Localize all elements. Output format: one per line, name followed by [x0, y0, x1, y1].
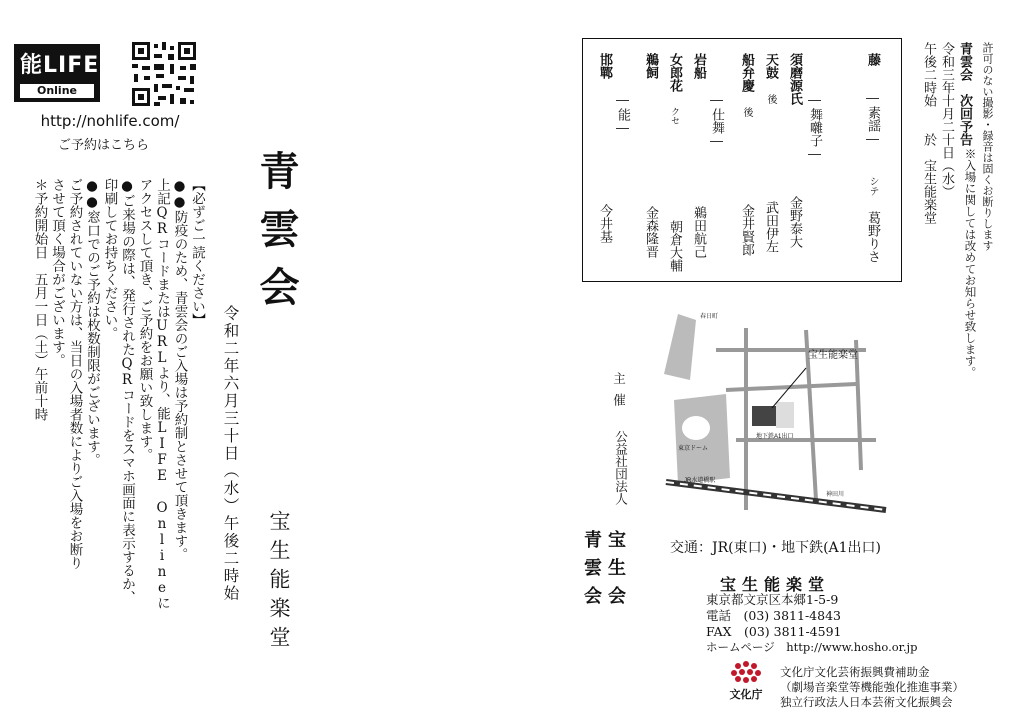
sponsor-label: 主催 [611, 372, 627, 415]
sponsor-org-hosho: 宝生会 [605, 530, 626, 614]
program-box [582, 38, 902, 282]
funabenkei-sub: 後 [741, 107, 752, 117]
qr-code-icon[interactable] [130, 40, 198, 108]
sugutai-label: ―素謡― [865, 91, 880, 147]
grant-line-1: 文化庁文化芸術振興費補助金 [780, 665, 930, 679]
note-line: させて頂く場合がございます。 [49, 178, 65, 367]
nohlife-logo[interactable] [14, 44, 100, 102]
note-line: ●ご来場の際は、発行されたQRコードをスマホ画面に表示するか、 [119, 178, 135, 604]
recording-notice: 許可のない撮影・録音は固くお断りします [981, 42, 994, 251]
tenko-sub: 後 [765, 94, 776, 104]
hall-address: 東京都文京区本郷1-5-9 [706, 592, 839, 607]
note-line: ＊予約開始日 五月一日（土）午前十時 [31, 178, 48, 421]
nohlife-url-link[interactable]: http://nohlife.com/ [40, 112, 180, 130]
ukai-title: 鵜飼 [643, 53, 658, 79]
next-event-date: 令和三年十月二十日（水） [939, 42, 954, 198]
note-line: ●●防疫のため、青雲会のご入場は予約制とさせて頂きます。 [171, 178, 188, 561]
program-tenko [764, 53, 777, 253]
next-event-heading: 青雲会 次回予告 [957, 42, 972, 146]
program-kantan [598, 53, 611, 243]
sponsor-org-seiun: 青雲会 [581, 530, 602, 614]
tenko-performer: 武田伊左 [763, 201, 778, 253]
hall-homepage-link[interactable]: ホームページ http://www.hosho.or.jp [706, 640, 918, 654]
program-funabenkei [740, 53, 753, 256]
map-hall-label: 宝生能楽堂 [808, 350, 858, 361]
program-title-fuji: 藤 [865, 53, 880, 66]
shite-label: シテ [867, 176, 878, 196]
logo-online-text: Online [20, 84, 94, 98]
tenko-title: 天鼓 [763, 53, 778, 79]
bunkacho-logo-text: 文化庁 [729, 689, 763, 701]
program-ukai [644, 53, 657, 258]
note-line: アクセスして頂き、ご予約をお願い致します。 [136, 178, 153, 462]
access-info: 交通：JR(東口)・地下鉄(A1出口) [670, 540, 882, 556]
event-date: 令和二年六月三十日（水）午後二時始 [221, 305, 240, 603]
program-iwafune [692, 53, 705, 258]
hall-tel: 電話 (03) 3811-4843 [706, 608, 841, 623]
note-line: ●●窓口でのご予約は枚数制限がございます。 [84, 178, 100, 467]
fuji-performer: 葛野りさ [865, 211, 880, 263]
access-map [656, 310, 890, 520]
map-dome-label: 東京ドーム [678, 446, 709, 452]
logo-text: 能LIFE [20, 53, 100, 78]
program-ominaeshi [668, 53, 681, 272]
shimai-label: ―仕舞― [709, 93, 724, 149]
map-sta-a-label: 春日町 [700, 314, 719, 320]
noh-label: ―能― [615, 93, 630, 136]
suma-performer: 金野泰大 [787, 196, 802, 248]
event-venue: 宝生能楽堂 [267, 510, 291, 655]
reserve-caption: ご予約はこちら [58, 138, 150, 153]
hall-fax: FAX (03) 3811-4591 [706, 624, 842, 639]
ominaeshi-title: 女郎花 [667, 53, 682, 92]
program-noh [616, 53, 629, 136]
map-sta-b-label: 神田川 [826, 492, 845, 498]
funabenkei-title: 船弁慶 [739, 53, 754, 92]
next-event-time: 午後二時始 於 宝生能楽堂 [921, 42, 936, 224]
ominaeshi-performer: 朝倉大輔 [667, 220, 682, 272]
event-title: 青雲会 [253, 150, 300, 324]
sponsor-org-type: 公益社団法人 [613, 430, 629, 505]
map-station-label: 地下鉄A1出口 [756, 434, 794, 440]
program-maibayashi [808, 53, 821, 162]
hall-name: 宝生能楽堂 [720, 575, 831, 594]
ominaeshi-sub: クセ [669, 107, 679, 125]
bunkacho-logo-icon [722, 658, 770, 706]
program-sugutai [866, 53, 879, 263]
kantan-title: 邯鄲 [597, 53, 612, 79]
iwafune-performer: 鵜田航己 [691, 206, 706, 258]
admission-notice: ※入場に関しては改めてお知らせ致します。 [963, 148, 978, 378]
program-shimai [710, 53, 723, 149]
iwafune-title: 岩船 [691, 53, 706, 79]
maibayashi-label: ―舞囃子― [807, 93, 822, 162]
note-line: ご予約されていない方は、当日の入場者数によりご入場をお断り [66, 178, 83, 570]
kantan-performer: 今井基 [597, 204, 612, 243]
suma-title: 須磨源氏 [787, 53, 802, 105]
map-jr-label: JR水道橋駅 [684, 478, 716, 484]
note-line: 印刷してお持ちください。 [101, 178, 118, 340]
reservation-notes [28, 178, 203, 678]
grant-line-3: 独立行政法人日本芸術文化振興会 [780, 695, 953, 709]
grant-line-2: （劇場音楽堂等機能強化推進事業） [780, 680, 964, 694]
note-line: 【必ずご一読ください】 [189, 178, 205, 327]
ukai-performer: 金森隆晋 [643, 206, 658, 258]
program-suma [788, 53, 801, 248]
note-line: 上記QRコードまたはURLより、能LIFE Onlineに [154, 178, 170, 610]
funabenkei-performer: 金井賢郎 [739, 204, 754, 256]
